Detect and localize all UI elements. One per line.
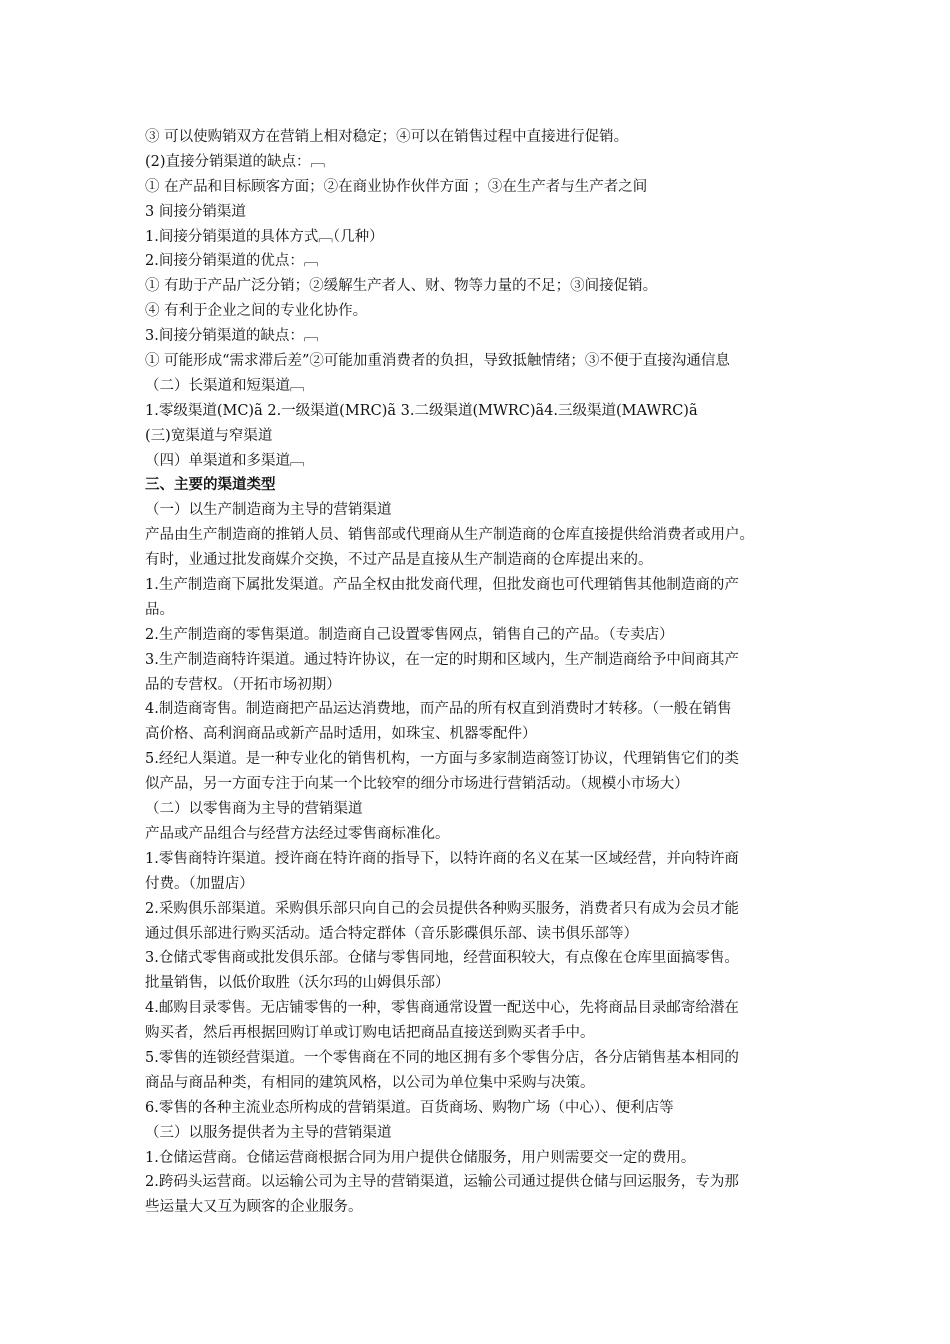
text-line: 1.生产制造商下属批发渠道。产品全权由批发商代理，但批发商也可代理销售其他制造商的产 [145, 577, 739, 594]
text-line: 产品或产品组合与经营方法经过零售商标准化。 [145, 825, 450, 842]
text-line: 1.零售商特许渠道。授许商在特许商的指导下，以特许商的名义在某一区域经营，并向特许商 [145, 850, 739, 867]
text-line: 似产品，另一方面专注于向某一个比较窄的细分市场进行营销活动。（规模小市场大） [145, 776, 689, 793]
text-line: 1.零级渠道(MC)ã 2.一级渠道(MRC)ã 3.二级渠道(MWRC)ã4.三级渠道(MAWRC)ã [145, 402, 698, 419]
text-line: （三）以服务提供者为主导的营销渠道 [145, 1124, 392, 1141]
text-line: 1.仓储运营商。仓储运营商根据合同为用户提供仓储服务，用户则需要交一定的费用。 [145, 1149, 696, 1166]
text-line: 批量销售，以低价取胜（沃尔玛的山姆俱乐部） [145, 975, 450, 992]
text-line: 产品由生产制造商的推销人员、销售部或代理商从生产制造商的仓库直接提供给消费者或用户。 [145, 527, 754, 544]
text-line: 1.间接分销渠道的具体方式﹇（几种） [145, 228, 384, 245]
text-line: 5.经纪人渠道。是一种专业化的销售机构，一方面与多家制造商签订协议，代理销售它们的类 [145, 751, 739, 768]
text-line: 3.仓储式零售商或批发俱乐部。仓储与零售同地，经营面积较大，有点像在仓库里面搞零售。 [145, 950, 739, 967]
text-line: 通过俱乐部进行购买活动。适合特定群体（音乐影碟俱乐部、读书俱乐部等） [145, 925, 638, 942]
section-heading: 三、主要的渠道类型 [145, 476, 276, 494]
text-line: 2.采购俱乐部渠道。采购俱乐部只向自己的会员提供各种购买服务，消费者只有成为会员才能 [145, 900, 739, 917]
text-line: ③ 可以使购销双方在营销上相对稳定；④可以在销售过程中直接进行促销。 [145, 129, 629, 145]
text-line: 付费。（加盟店） [145, 875, 254, 892]
text-line: ① 可能形成“需求滞后差”②可能加重消费者的负担，导致抵触情绪；③不便于直接沟通信息 [145, 353, 730, 370]
document-page [145, 125, 815, 1220]
text-line: （一）以生产制造商为主导的营销渠道 [145, 502, 392, 519]
text-line: ① 在产品和目标顾客方面；②在商业协作伙伴方面 ；③在生产者与生产者之间 [145, 178, 648, 195]
text-line: 品。 [145, 601, 174, 618]
text-line: 高价格、高利润商品或新产品时适用，如珠宝、机器零配件） [145, 726, 537, 743]
text-line: 3.生产制造商特许渠道。通过特许协议，在一定的时期和区域内，生产制造商给予中间商其产 [145, 651, 739, 668]
text-line: 2.跨码头运营商。以运输公司为主导的营销渠道，运输公司通过提供仓储与回运服务，专为那 [145, 1174, 739, 1191]
text-line: 5.零售的连锁经营渠道。一个零售商在不同的地区拥有多个零售分店，各分店销售基本相同的 [145, 1049, 739, 1066]
text-line: ① 有助于产品广泛分销；②缓解生产者人、财、物等力量的不足；③间接促销。 [145, 278, 658, 295]
text-line: （四）单渠道和多渠道﹇ [145, 452, 305, 469]
text-line: 3.间接分销渠道的缺点：﹇ [145, 328, 319, 345]
text-line: 2.生产制造商的零售渠道。制造商自己设置零售网点，销售自己的产品。（专卖店） [145, 626, 674, 643]
text-line: 品的专营权。（开拓市场初期） [145, 676, 341, 693]
text-line: 有时，业通过批发商媒介交换，不过产品是直接从生产制造商的仓库提出来的。 [145, 552, 653, 569]
text-line: 3 间接分销渠道 [145, 203, 246, 220]
text-line: 些运量大又互为顾客的企业服务。 [145, 1199, 363, 1216]
text-line: （二）长渠道和短渠道﹇ [145, 377, 305, 394]
text-line: 2.间接分销渠道的优点：﹇ [145, 253, 319, 270]
text-line: 商品与商品种类，有相同的建筑风格，以公司为单位集中采购与决策。 [145, 1074, 595, 1091]
text-line: 购买者，然后再根据回购订单或订购电话把商品直接送到购买者手中。 [145, 1025, 595, 1042]
text-line: 6.零售的各种主流业态所构成的营销渠道。百货商场、购物广场（中心）、便利店等 [145, 1099, 674, 1116]
text-line: ④ 有利于企业之间的专业化协作。 [145, 303, 368, 320]
text-line: (三)宽渠道与窄渠道 [145, 427, 273, 444]
text-line: 4.制造商寄售。制造商把产品运达消费地，而产品的所有权直到消费时才转移。（一般在销售 [145, 701, 732, 718]
text-line: 4.邮购目录零售。无店铺零售的一种，零售商通常设置一配送中心，先将商品目录邮寄给潜在 [145, 1000, 739, 1017]
text-line: （二）以零售商为主导的营销渠道 [145, 801, 363, 818]
text-line: (2)直接分销渠道的缺点：﹇ [145, 153, 326, 170]
